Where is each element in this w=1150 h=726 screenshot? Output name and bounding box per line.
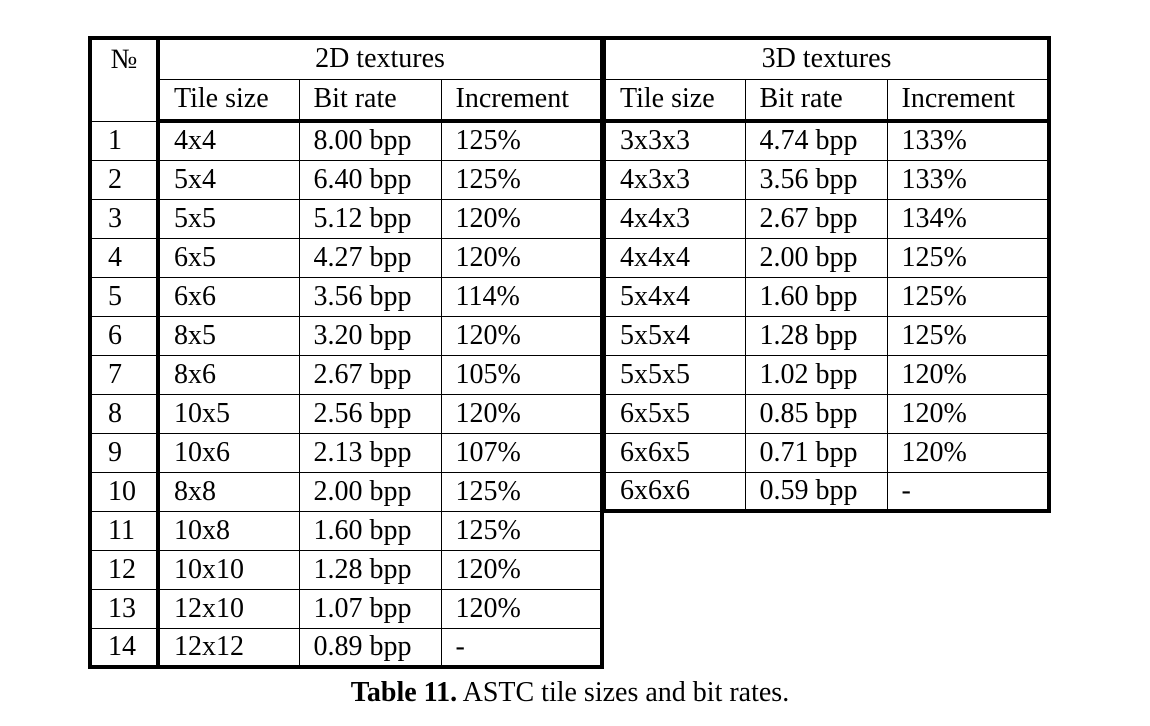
cell-number: 10 <box>90 472 158 511</box>
cell-number: 8 <box>90 394 158 433</box>
cell-increment: 120% <box>441 316 602 355</box>
cell-bit-rate: 2.67 bpp <box>299 355 441 394</box>
cell-increment: 120% <box>887 433 1049 472</box>
column-header-tile-size: Tile size <box>158 79 299 121</box>
table-row <box>90 160 602 199</box>
cell-tile-size: 10x10 <box>158 550 299 589</box>
group-header-3d: 3D textures <box>604 38 1049 79</box>
cell-number: 11 <box>90 511 158 550</box>
column-header-bit-rate: Bit rate <box>299 79 441 121</box>
cell-number: 4 <box>90 238 158 277</box>
table-row <box>90 628 602 667</box>
cell-bit-rate: 2.00 bpp <box>299 472 441 511</box>
table-row <box>90 394 602 433</box>
cell-bit-rate: 0.85 bpp <box>745 394 887 433</box>
cell-bit-rate: 8.00 bpp <box>299 121 441 160</box>
cell-increment: 120% <box>887 355 1049 394</box>
table-row <box>90 433 602 472</box>
cell-increment: 120% <box>887 394 1049 433</box>
cell-tile-size: 8x6 <box>158 355 299 394</box>
cell-bit-rate: 0.59 bpp <box>745 472 887 511</box>
cell-tile-size: 4x4 <box>158 121 299 160</box>
table-row <box>604 433 1049 472</box>
column-header-increment: Increment <box>887 79 1049 121</box>
cell-tile-size: 8x8 <box>158 472 299 511</box>
cell-tile-size: 8x5 <box>158 316 299 355</box>
cell-number: 7 <box>90 355 158 394</box>
table-2d-body <box>90 121 602 667</box>
table-row <box>90 355 602 394</box>
cell-bit-rate: 1.60 bpp <box>745 277 887 316</box>
table-row <box>90 316 602 355</box>
table-row <box>604 121 1049 160</box>
column-header-increment: Increment <box>441 79 602 121</box>
cell-number: 9 <box>90 433 158 472</box>
table-row <box>604 394 1049 433</box>
cell-tile-size: 10x5 <box>158 394 299 433</box>
table-caption <box>0 676 1140 710</box>
cell-increment: 125% <box>441 160 602 199</box>
table-3d-textures <box>602 36 1051 513</box>
cell-tile-size: 6x5x5 <box>604 394 745 433</box>
table-row <box>604 277 1049 316</box>
cell-bit-rate: 3.56 bpp <box>745 160 887 199</box>
cell-tile-size: 5x4x4 <box>604 277 745 316</box>
cell-bit-rate: 0.89 bpp <box>299 628 441 667</box>
cell-tile-size: 5x5x4 <box>604 316 745 355</box>
cell-bit-rate: 1.02 bpp <box>745 355 887 394</box>
cell-tile-size: 6x5 <box>158 238 299 277</box>
cell-increment: 134% <box>887 199 1049 238</box>
table-row <box>604 199 1049 238</box>
cell-tile-size: 5x4 <box>158 160 299 199</box>
cell-tile-size: 12x10 <box>158 589 299 628</box>
cell-increment: 107% <box>441 433 602 472</box>
cell-increment: 114% <box>441 277 602 316</box>
cell-bit-rate: 5.12 bpp <box>299 199 441 238</box>
cell-number: 2 <box>90 160 158 199</box>
table-row <box>604 160 1049 199</box>
cell-tile-size: 4x3x3 <box>604 160 745 199</box>
cell-increment: 120% <box>441 199 602 238</box>
table-row <box>90 511 602 550</box>
table-row <box>90 199 602 238</box>
cell-number: 13 <box>90 589 158 628</box>
cell-bit-rate: 1.28 bpp <box>299 550 441 589</box>
cell-increment: 125% <box>887 277 1049 316</box>
group-header-2d: 2D textures <box>158 38 602 79</box>
cell-number: 6 <box>90 316 158 355</box>
cell-increment: 120% <box>441 589 602 628</box>
table-row <box>604 316 1049 355</box>
cell-bit-rate: 0.71 bpp <box>745 433 887 472</box>
cell-tile-size: 3x3x3 <box>604 121 745 160</box>
table-2d-textures <box>88 36 604 669</box>
caption-text: ASTC tile sizes and bit rates. <box>457 677 790 708</box>
cell-bit-rate: 2.13 bpp <box>299 433 441 472</box>
cell-tile-size: 4x4x3 <box>604 199 745 238</box>
cell-number: 1 <box>90 121 158 160</box>
cell-increment: 120% <box>441 394 602 433</box>
cell-tile-size: 4x4x4 <box>604 238 745 277</box>
cell-increment: 120% <box>441 238 602 277</box>
table-row <box>90 238 602 277</box>
cell-number: 5 <box>90 277 158 316</box>
table-row <box>604 355 1049 394</box>
cell-bit-rate: 2.56 bpp <box>299 394 441 433</box>
table-3d-body <box>604 121 1049 511</box>
cell-bit-rate: 1.07 bpp <box>299 589 441 628</box>
cell-tile-size: 5x5 <box>158 199 299 238</box>
column-header-bit-rate: Bit rate <box>745 79 887 121</box>
cell-number: 14 <box>90 628 158 667</box>
cell-increment: 125% <box>887 316 1049 355</box>
cell-increment: 125% <box>441 511 602 550</box>
table-row <box>604 238 1049 277</box>
cell-number: 12 <box>90 550 158 589</box>
cell-increment: - <box>441 628 602 667</box>
cell-increment: 105% <box>441 355 602 394</box>
cell-number: 3 <box>90 199 158 238</box>
column-header-tile-size: Tile size <box>604 79 745 121</box>
cell-tile-size: 10x8 <box>158 511 299 550</box>
table-row <box>90 277 602 316</box>
table-row <box>90 472 602 511</box>
table-row <box>604 472 1049 511</box>
cell-tile-size: 10x6 <box>158 433 299 472</box>
cell-tile-size: 12x12 <box>158 628 299 667</box>
cell-bit-rate: 3.20 bpp <box>299 316 441 355</box>
cell-bit-rate: 2.00 bpp <box>745 238 887 277</box>
cell-bit-rate: 4.27 bpp <box>299 238 441 277</box>
table-row <box>90 550 602 589</box>
cell-bit-rate: 1.28 bpp <box>745 316 887 355</box>
column-header-number: № <box>90 38 158 121</box>
cell-bit-rate: 6.40 bpp <box>299 160 441 199</box>
cell-bit-rate: 1.60 bpp <box>299 511 441 550</box>
cell-increment: 133% <box>887 160 1049 199</box>
caption-label: Table 11. <box>350 677 458 708</box>
cell-bit-rate: 3.56 bpp <box>299 277 441 316</box>
cell-increment: 125% <box>441 121 602 160</box>
cell-increment: 133% <box>887 121 1049 160</box>
table-row <box>90 121 602 160</box>
cell-increment: 120% <box>441 550 602 589</box>
cell-bit-rate: 4.74 bpp <box>745 121 887 160</box>
table-row <box>90 589 602 628</box>
cell-tile-size: 6x6 <box>158 277 299 316</box>
cell-tile-size: 5x5x5 <box>604 355 745 394</box>
cell-tile-size: 6x6x5 <box>604 433 745 472</box>
cell-bit-rate: 2.67 bpp <box>745 199 887 238</box>
cell-increment: 125% <box>887 238 1049 277</box>
cell-increment: - <box>887 472 1049 511</box>
cell-increment: 125% <box>441 472 602 511</box>
cell-tile-size: 6x6x6 <box>604 472 745 511</box>
